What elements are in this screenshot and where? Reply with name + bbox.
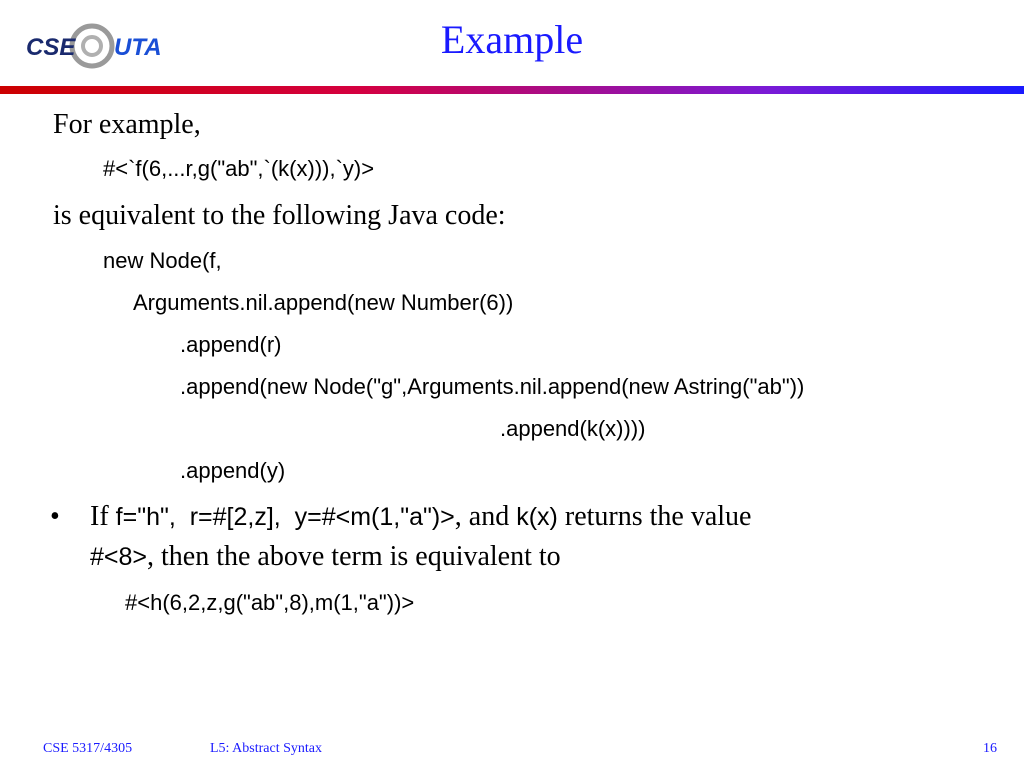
code-line-5: .append(k(x)))): [500, 416, 646, 441]
intro-text: For example,: [53, 109, 201, 140]
bullet-then: , then the above term is equivalent to: [147, 541, 561, 572]
result-term: #<h(6,2,z,g("ab",8),m(1,"a"))>: [125, 590, 415, 615]
bullet-kx: k(x): [516, 503, 558, 531]
code-line-3: .append(r): [180, 332, 282, 357]
bullet-if: If: [90, 501, 116, 532]
svg-text:UTA: UTA: [114, 34, 162, 61]
bullet-line-2: [90, 541, 561, 573]
bullet-symbol: •: [50, 501, 60, 532]
footer-page-number: 16: [983, 741, 997, 756]
svg-text:CSE: CSE: [26, 34, 76, 61]
bullet-and: , and: [454, 501, 517, 532]
footer-lecture: L5: Abstract Syntax: [210, 741, 322, 756]
bullet-value: #<8>: [90, 543, 148, 571]
slide-title: Example: [440, 17, 584, 62]
bullet-line-1: [90, 501, 751, 533]
code-line-4: .append(new Node("g",Arguments.nil.append(new Astring("ab")): [180, 374, 805, 399]
code-line-2: Arguments.nil.append(new Number(6)): [133, 290, 514, 315]
example-term: #<`f(6,...r,g("ab",`(k(x))),`y)>: [103, 156, 375, 181]
bullet-returns: returns the value: [557, 501, 752, 532]
bullet-bindings: f="h", r=#[2,z], y=#<m(1,"a")>: [115, 503, 455, 531]
title-divider: [0, 86, 1024, 94]
code-line-6: .append(y): [180, 458, 286, 483]
equivalence-text: is equivalent to the following Java code:: [53, 200, 506, 231]
code-line-1: new Node(f,: [103, 248, 222, 273]
footer-course: CSE 5317/4305: [43, 741, 133, 756]
